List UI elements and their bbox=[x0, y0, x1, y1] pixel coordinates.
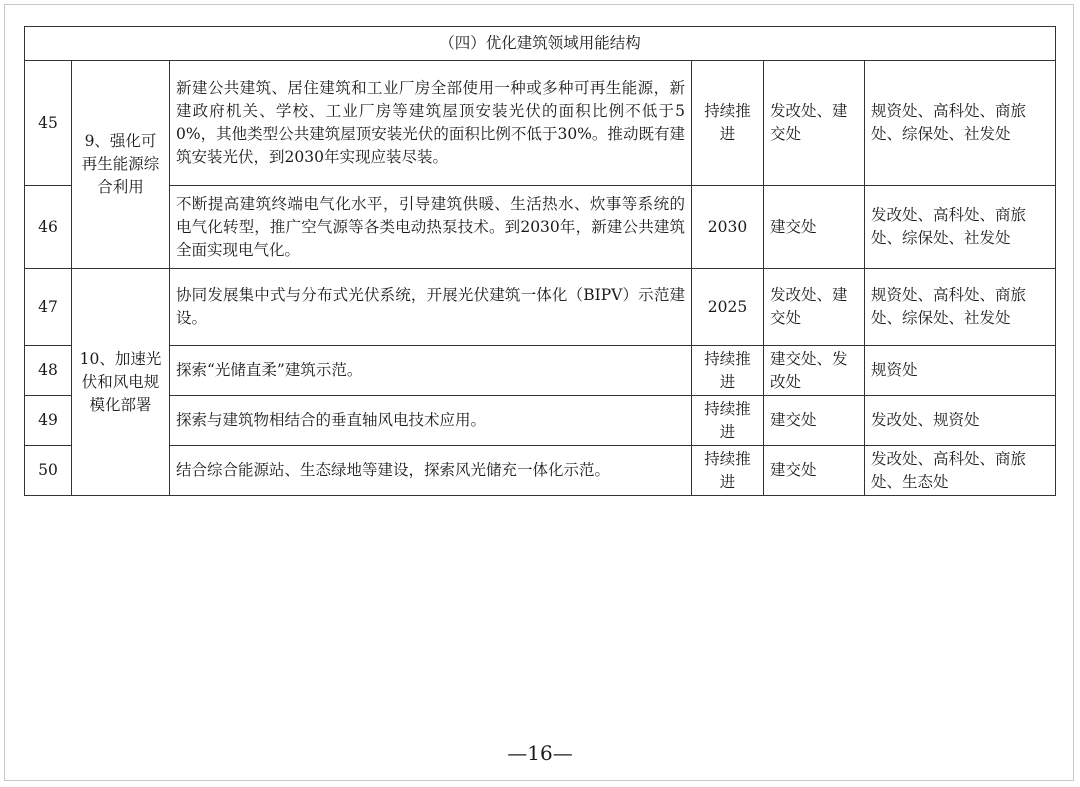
section-row bbox=[25, 27, 1056, 61]
timeline: 2030 bbox=[692, 186, 764, 269]
cooperating-departments: 规资处、高科处、商旅处、综保处、社发处 bbox=[865, 269, 1056, 346]
table-row bbox=[25, 269, 1056, 346]
lead-department: 建交处 bbox=[764, 446, 865, 496]
group-label: 10、加速光伏和风电规模化部署 bbox=[72, 269, 170, 496]
row-number: 45 bbox=[25, 61, 72, 186]
task-text: 新建公共建筑、居住建筑和工业厂房全部使用一种或多种可再生能源，新建政府机关、学校、工业厂房等建筑屋顶安装光伏的面积比例不低于50%，其他类型公共建筑屋顶安装光伏的面积比例不低于30%。推动既有建筑安装光伏，到2030年实现应装尽装。 bbox=[170, 61, 692, 186]
cooperating-departments: 发改处、高科处、商旅处、生态处 bbox=[865, 446, 1056, 496]
cooperating-departments: 发改处、高科处、商旅处、综保处、社发处 bbox=[865, 186, 1056, 269]
task-text: 不断提高建筑终端电气化水平，引导建筑供暖、生活热水、炊事等系统的电气化转型，推广空气源等各类电动热泵技术。到2030年，新建公共建筑全面实现电气化。 bbox=[170, 186, 692, 269]
task-text: 探索“光储直柔”建筑示范。 bbox=[170, 346, 692, 396]
row-number: 48 bbox=[25, 346, 72, 396]
lead-department: 发改处、建交处 bbox=[764, 61, 865, 186]
timeline: 持续推进 bbox=[692, 346, 764, 396]
timeline: 持续推进 bbox=[692, 446, 764, 496]
cooperating-departments: 规资处 bbox=[865, 346, 1056, 396]
table-row bbox=[25, 346, 1056, 396]
section-heading: （四）优化建筑领域用能结构 bbox=[25, 27, 1056, 61]
table-row bbox=[25, 61, 1056, 186]
task-text: 协同发展集中式与分布式光伏系统，开展光伏建筑一体化（BIPV）示范建设。 bbox=[170, 269, 692, 346]
table-row bbox=[25, 186, 1056, 269]
timeline: 持续推进 bbox=[692, 61, 764, 186]
lead-department: 建交处 bbox=[764, 396, 865, 446]
page-number: —16— bbox=[507, 741, 573, 765]
task-text: 探索与建筑物相结合的垂直轴风电技术应用。 bbox=[170, 396, 692, 446]
cooperating-departments: 发改处、规资处 bbox=[865, 396, 1056, 446]
lead-department: 建交处 bbox=[764, 186, 865, 269]
row-number: 46 bbox=[25, 186, 72, 269]
table-row bbox=[25, 446, 1056, 496]
task-text: 结合综合能源站、生态绿地等建设，探索风光储充一体化示范。 bbox=[170, 446, 692, 496]
lead-department: 建交处、发改处 bbox=[764, 346, 865, 396]
timeline: 2025 bbox=[692, 269, 764, 346]
cooperating-departments: 规资处、高科处、商旅处、综保处、社发处 bbox=[865, 61, 1056, 186]
row-number: 50 bbox=[25, 446, 72, 496]
timeline: 持续推进 bbox=[692, 396, 764, 446]
table-row bbox=[25, 396, 1056, 446]
task-table bbox=[24, 26, 1056, 496]
lead-department: 发改处、建交处 bbox=[764, 269, 865, 346]
row-number: 49 bbox=[25, 396, 72, 446]
row-number: 47 bbox=[25, 269, 72, 346]
group-label: 9、强化可再生能源综合利用 bbox=[72, 61, 170, 269]
